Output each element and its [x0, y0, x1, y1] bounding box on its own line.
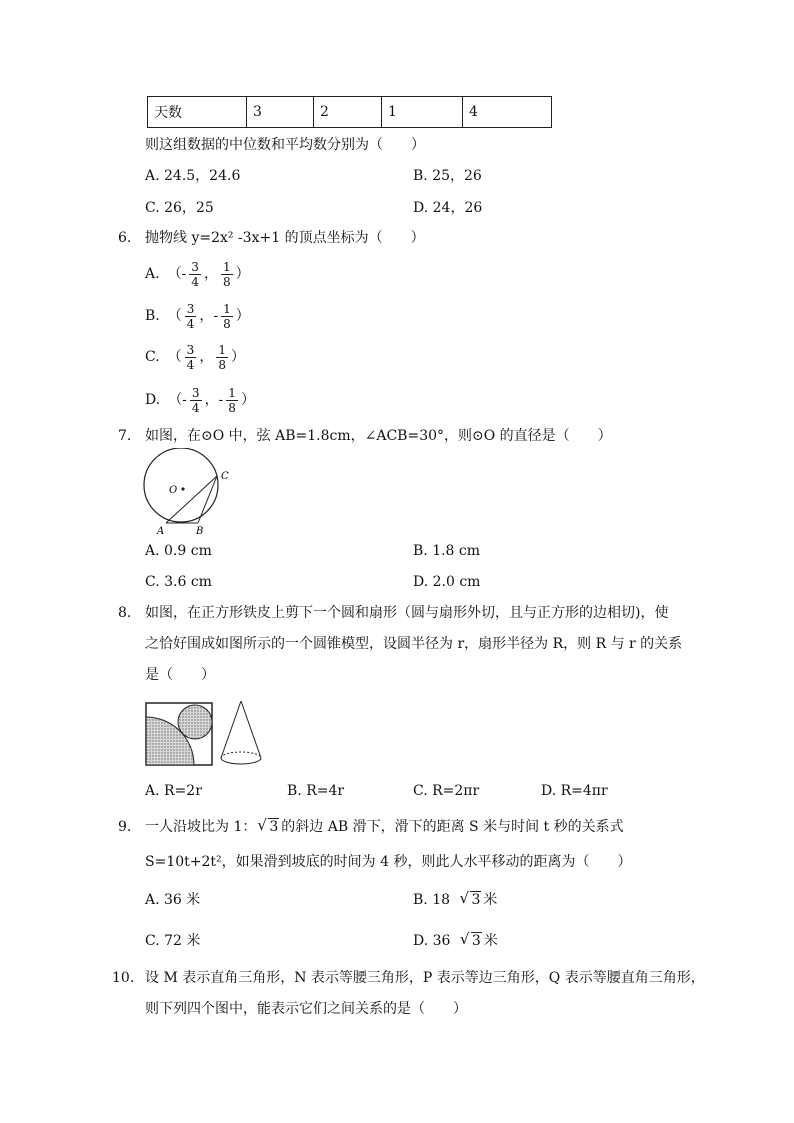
q8-number: 8.: [118, 605, 132, 621]
q9-number: 9.: [118, 819, 132, 835]
q6-option-c: [145, 337, 245, 377]
cone-side-right: [241, 701, 261, 758]
q6-option-b: [145, 296, 250, 336]
circle-figure: [138, 448, 238, 538]
q7-option-d: D. 2.0 cm: [413, 574, 481, 590]
q10-stem-line1: 设 M 表示直角三角形，N 表示等腰三角形，P 表示等边三角形，Q 表示等腰直角三角形，: [145, 970, 705, 986]
cone-base-front: [221, 758, 261, 764]
q8-option-b: B. R=4r: [287, 783, 345, 799]
fraction: [221, 260, 233, 289]
q5-option-b: B. 25，26: [413, 168, 482, 184]
denominator: 8: [222, 274, 231, 289]
table-cell: 3: [247, 97, 314, 128]
option-label: D.: [145, 392, 161, 408]
separator: ，-: [199, 308, 219, 324]
separator: ，-: [204, 392, 224, 408]
q10-stem-line2: 则下列四个图中，能表示它们之间关系的是（ ）: [145, 1001, 467, 1017]
label-b: B: [196, 526, 204, 537]
option-label: C.: [145, 349, 160, 365]
q6-option-d: [145, 380, 255, 420]
numerator: 3: [191, 385, 200, 400]
data-table: [147, 96, 552, 128]
denominator: 4: [191, 400, 200, 415]
fraction: [216, 343, 228, 372]
sqrt-expression: [258, 818, 279, 836]
table-row-label: 天数: [148, 97, 247, 128]
paren: （-: [167, 266, 187, 282]
q7-option-c: C. 3.6 cm: [145, 574, 212, 590]
q7-number: 7.: [118, 428, 132, 444]
paren: ）: [235, 308, 250, 324]
label-o: O: [169, 485, 178, 496]
fraction: [190, 386, 202, 415]
q5-option-c: C. 26，25: [145, 200, 214, 216]
q8-option-c: C. R=2πr: [413, 783, 480, 799]
separator: ，: [199, 349, 214, 365]
cone-side-left: [221, 701, 241, 758]
paren: ）: [235, 266, 250, 282]
numerator: 1: [228, 385, 236, 400]
label-c: C: [221, 471, 229, 482]
q7-stem: 如图，在⊙O 中，弦 AB=1.8cm，∠ACB=30°，则⊙O 的直径是（ ）: [145, 428, 612, 444]
q8-option-d: D. R=4πr: [541, 783, 608, 799]
q10-number: 10.: [112, 970, 135, 986]
square-cone-figure: [143, 698, 273, 770]
q6-option-a: [145, 254, 250, 294]
option-unit: 米: [483, 892, 498, 908]
numerator: 1: [222, 259, 231, 274]
q5-option-d: D. 24，26: [413, 200, 483, 216]
segment-bc: [198, 476, 217, 523]
q9-option-c: C. 72 米: [145, 933, 201, 949]
q5-stem: 则这组数据的中位数和平均数分别为（ ）: [145, 137, 425, 153]
q6-stem: 抛物线 y=2x² -3x+1 的顶点坐标为（ ）: [145, 230, 425, 246]
label-a: A: [157, 526, 165, 537]
denominator: 4: [191, 274, 199, 289]
table-cell: 2: [314, 97, 382, 128]
q6-number: 6.: [118, 230, 132, 246]
paren: （: [167, 349, 182, 365]
option-text: D. 36: [413, 933, 451, 949]
q9-stem-part2: 的斜边 AB 滑下，滑下的距离 S 米与时间 t 秒的关系式: [281, 819, 624, 835]
table-cell: 1: [382, 97, 463, 128]
q5-option-a: A. 24.5，24.6: [145, 168, 241, 184]
q9-option-b: [413, 891, 497, 909]
option-label: A.: [145, 266, 160, 282]
small-circle: [178, 705, 212, 739]
q8-stem-line2: 之恰好围成如图所示的一个圆锥模型，设圆半径为 r，扇形半径为 R，则 R 与 r 的关系: [145, 636, 683, 652]
q9-option-a: A. 36 米: [145, 892, 201, 908]
q8-option-a: A. R=2r: [145, 783, 202, 799]
numerator: 3: [186, 342, 195, 357]
denominator: 8: [218, 357, 226, 372]
denominator: 8: [223, 316, 231, 331]
option-label: B.: [145, 308, 160, 324]
q7-option-b: B. 1.8 cm: [413, 543, 481, 559]
sqrt-expression: [460, 891, 481, 909]
numerator: 1: [218, 342, 226, 357]
sqrt-value: 3: [471, 933, 481, 949]
numerator: 3: [191, 259, 199, 274]
sqrt-value: 3: [471, 892, 481, 908]
paren: （-: [168, 392, 187, 408]
paren: （: [167, 308, 182, 324]
option-text: B. 18: [413, 892, 451, 908]
q9-stem-part1: 一人沿坡比为 1：: [145, 819, 257, 835]
q8-stem-line3: 是（ ）: [145, 667, 215, 683]
table-cell: 4: [463, 97, 552, 128]
fraction: [185, 343, 197, 372]
denominator: 4: [186, 357, 195, 372]
q8-stem-line1: 如图，在正方形铁皮上剪下一个圆和扇形（圆与扇形外切，且与正方形的边相切)，使: [145, 605, 669, 621]
option-unit: 米: [483, 933, 498, 949]
q9-option-d: [413, 932, 498, 950]
paren: ）: [240, 392, 255, 408]
sqrt-expression: [461, 932, 482, 950]
cone-base-back: [221, 752, 261, 758]
table-row: [148, 97, 552, 128]
segment-ac: [166, 476, 217, 523]
q7-option-a: A. 0.9 cm: [145, 543, 212, 559]
paren: ）: [230, 349, 245, 365]
numerator: 3: [186, 301, 195, 316]
q9-stem-line1: [145, 818, 624, 836]
numerator: 1: [223, 301, 231, 316]
fraction: [189, 260, 201, 289]
fraction: [221, 302, 233, 331]
center-point: [181, 487, 184, 490]
q9-stem-line2: S=10t+2t²，如果滑到坡底的时间为 4 秒，则此人水平移动的距离为（ ）: [145, 854, 632, 870]
sqrt-value: 3: [269, 819, 279, 835]
fraction: [226, 386, 238, 415]
fraction: [185, 302, 197, 331]
separator: ，: [203, 266, 218, 282]
denominator: 4: [186, 316, 195, 331]
denominator: 8: [228, 400, 236, 415]
